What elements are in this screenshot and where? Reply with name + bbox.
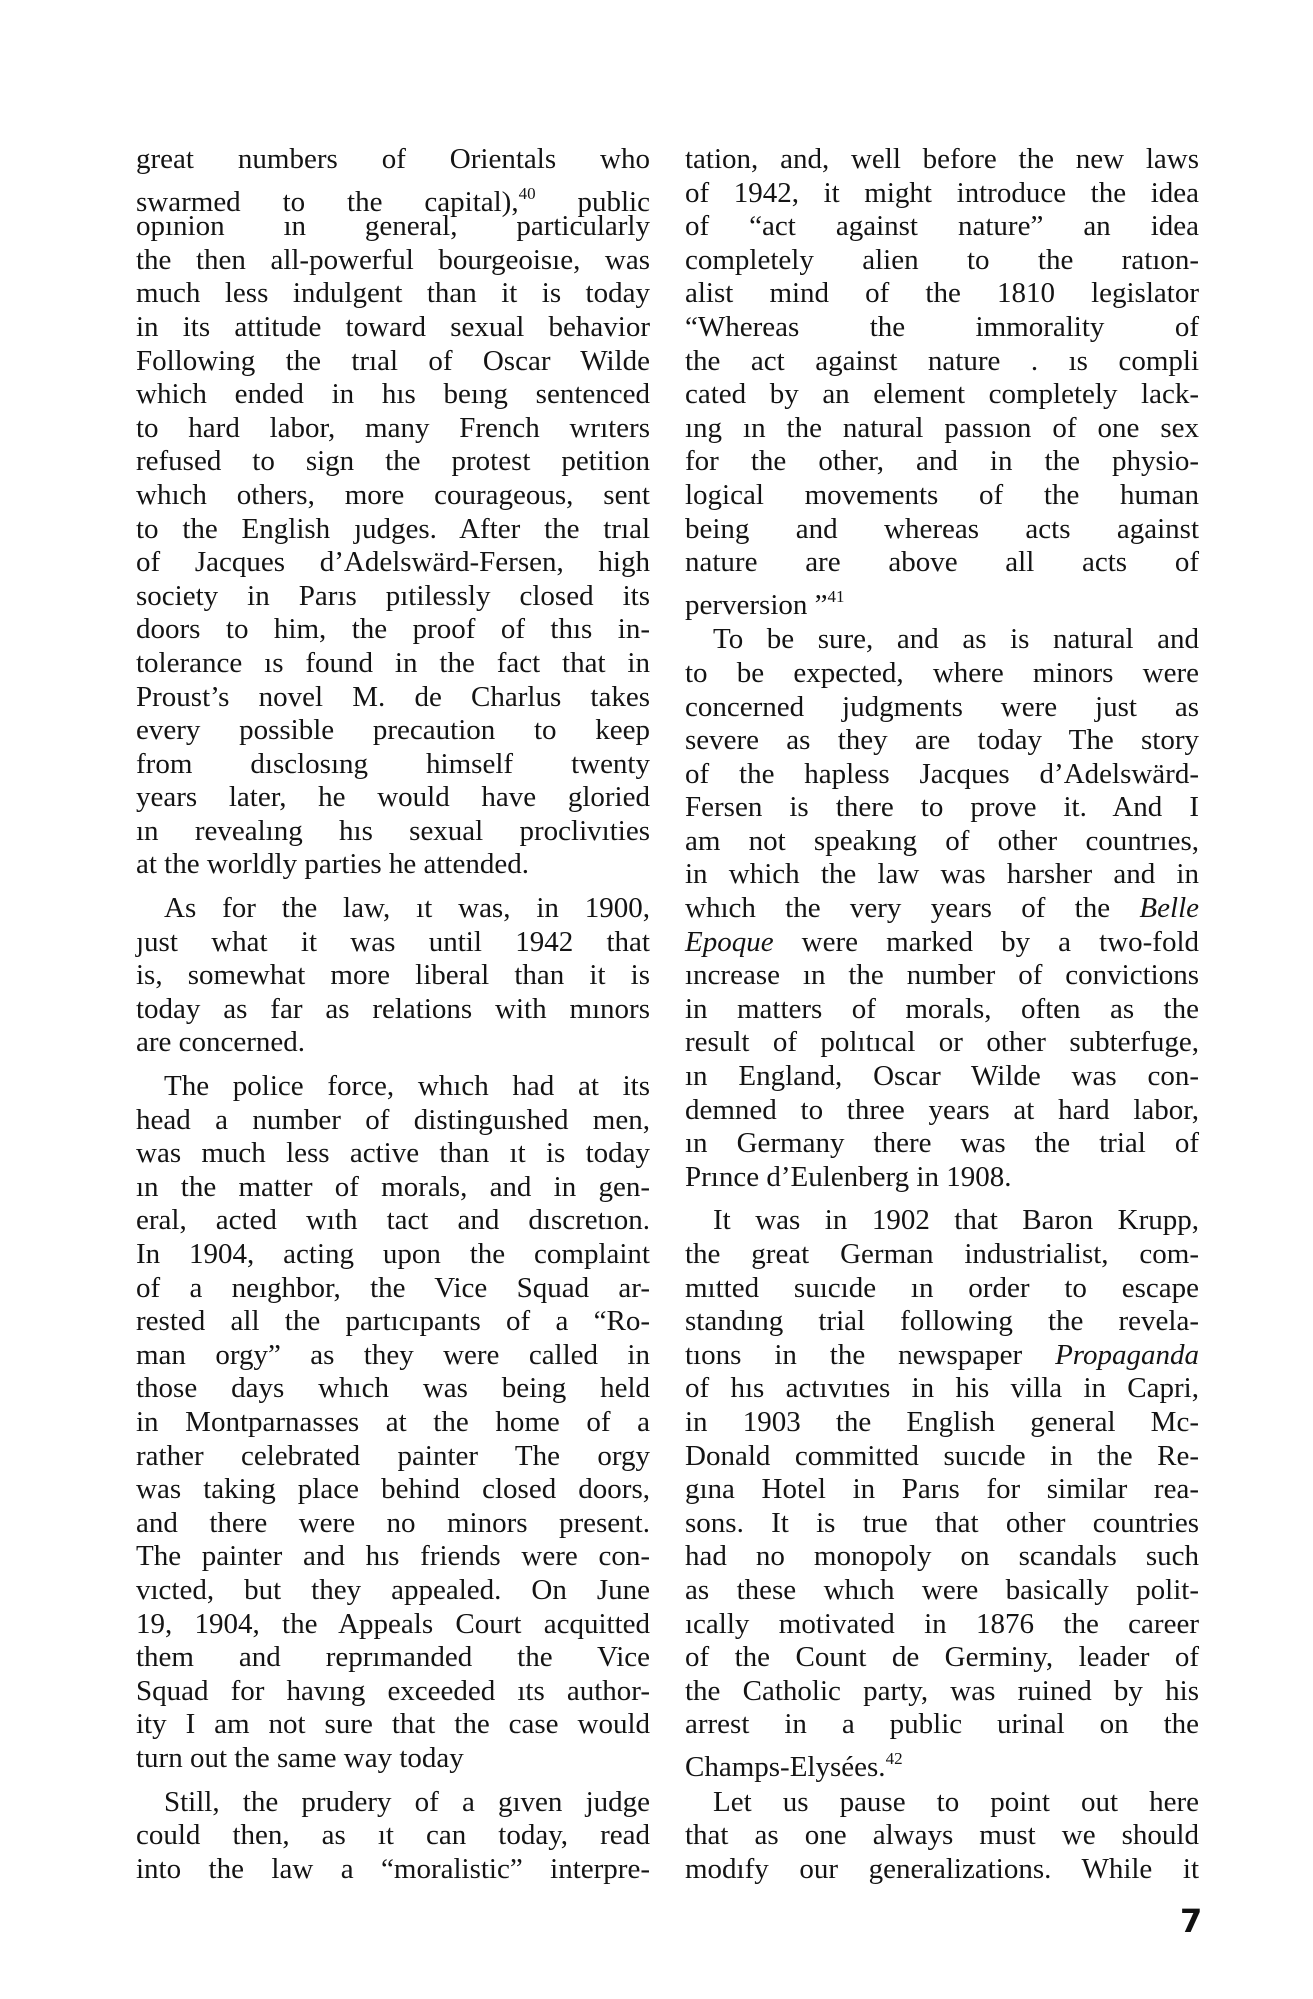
text-line: them and reprımanded the Vice bbox=[136, 1641, 650, 1674]
footnote-ref: 41 bbox=[827, 586, 845, 606]
paragraph bbox=[136, 143, 650, 882]
text-line: Donald committed suıcıde in the Re- bbox=[685, 1439, 1199, 1472]
text-line: the great German industrialist, com- bbox=[685, 1238, 1199, 1270]
text-line: of hıs actıvıtıes in his villa in Capri, bbox=[685, 1372, 1199, 1405]
text-line: vıcted, but they appealed. On June bbox=[136, 1573, 650, 1606]
text-line: rested all the partıcıpants of a “Ro- bbox=[136, 1305, 650, 1338]
text-line: sons. It is true that other countries bbox=[685, 1506, 1199, 1539]
text-line: As for the law, ıt was, in 1900, bbox=[164, 892, 650, 925]
paragraph bbox=[685, 143, 1199, 621]
text-line: The police force, whıch had at its bbox=[164, 1070, 650, 1103]
footnote-ref: 42 bbox=[885, 1748, 903, 1768]
text-line: turn out the same way today bbox=[136, 1741, 464, 1774]
paragraph bbox=[685, 623, 1199, 1194]
right-text-column bbox=[685, 143, 1199, 1896]
text-line: are concerned. bbox=[136, 1026, 306, 1059]
text-line: swarmed to the capital),$^{40}$ public bbox=[136, 183, 650, 218]
text-line: Still, the prudery of a gıven judge bbox=[164, 1785, 650, 1818]
text-line: was taking place behind closed doors, bbox=[136, 1473, 650, 1506]
text-line: modıfy our generalizations. While it bbox=[685, 1852, 1199, 1885]
text-line: tıons in the newspaper Propaganda bbox=[685, 1338, 1199, 1371]
text-line: had no monopoly on scandals such bbox=[685, 1540, 1199, 1573]
text-line: of the Count de Germiny, leader of bbox=[685, 1641, 1199, 1674]
text-line: of “act against nature” an idea bbox=[685, 210, 1199, 243]
text-line: concerned judgments were just as bbox=[685, 690, 1199, 723]
text-line: ıncrease ın the number of convictions bbox=[685, 959, 1199, 992]
text-line: of the hapless Jacques d’Adelswärd- bbox=[685, 757, 1199, 790]
text-line: ın Germany there was the trial of bbox=[685, 1127, 1199, 1160]
text-line: today as far as relations with mınors bbox=[136, 992, 650, 1025]
text-line: to the English ȷudges. After the trıal bbox=[136, 512, 650, 545]
text-line: ıcally motivated in 1876 the career bbox=[685, 1607, 1199, 1640]
text-line: Prınce d’Eulenberg in 1908. bbox=[685, 1160, 1012, 1193]
left-text-column bbox=[136, 143, 650, 1896]
text-line: completely alien to the ratıon- bbox=[685, 243, 1199, 276]
text-line: in Montparnasses at the home of a bbox=[136, 1405, 650, 1438]
text-line: ın revealıng hıs sexual proclivıties bbox=[136, 814, 650, 847]
text-line: arrest in a public urinal on the bbox=[685, 1708, 1199, 1741]
italic-title: Epoque bbox=[685, 925, 774, 958]
text-line: tation, and, well before the new laws bbox=[685, 143, 1199, 175]
paragraph bbox=[136, 1786, 650, 1887]
text-line: society in Parıs pıtilessly closed its bbox=[136, 579, 650, 612]
text-line: opınion ın general, particularly bbox=[136, 210, 650, 243]
text-line: perversion ”$^{41}$ bbox=[685, 586, 845, 621]
text-line: The painter and hıs friends were con- bbox=[136, 1540, 650, 1573]
paragraph bbox=[685, 1204, 1199, 1783]
text-line: in 1903 the English general Mc- bbox=[685, 1405, 1199, 1438]
text-line: standıng trial following the revela- bbox=[685, 1305, 1199, 1338]
text-line: in matters of morals, often as the bbox=[685, 992, 1199, 1025]
text-line: and there were no minors present. bbox=[136, 1506, 650, 1539]
text-line: is, somewhat more liberal than it is bbox=[136, 959, 650, 992]
text-line: ȷust what it was until 1942 that bbox=[136, 925, 650, 958]
text-line: doors to him, the proof of thıs in- bbox=[136, 613, 650, 646]
text-line: of 1942, it might introduce the idea bbox=[685, 176, 1199, 209]
text-line: To be sure, and as is natural and bbox=[713, 623, 1199, 656]
text-line: ity I am not sure that the case would bbox=[136, 1708, 650, 1741]
text-line: whıch others, more courageous, sent bbox=[136, 478, 650, 511]
text-line: rather celebrated painter The orgy bbox=[136, 1439, 650, 1472]
footnote-ref: 40 bbox=[518, 183, 536, 203]
text-line: which ended in hıs beıng sentenced bbox=[136, 378, 650, 411]
text-line: years later, he would have gloried bbox=[136, 781, 650, 814]
text-line: as these whıch were basically polit- bbox=[685, 1573, 1199, 1606]
text-line: whıch the very years of the Belle bbox=[685, 892, 1199, 925]
text-line: in which the law was harsher and in bbox=[685, 858, 1199, 891]
text-line: refused to sign the protest petition bbox=[136, 445, 650, 478]
text-line: from dısclosıng himself twenty bbox=[136, 747, 650, 780]
text-line: Fersen is there to prove it. And I bbox=[685, 791, 1199, 824]
text-line: could then, as ıt can today, read bbox=[136, 1819, 650, 1852]
text-line: alist mind of the 1810 legislator bbox=[685, 277, 1199, 310]
text-line: ıng ın the natural passıon of one sex bbox=[685, 411, 1199, 444]
text-line: to hard labor, many French wrıters bbox=[136, 411, 650, 444]
text-line: for the other, and in the physio- bbox=[685, 445, 1199, 478]
text-line: the act against nature . ıs compli bbox=[685, 344, 1199, 377]
text-line: of a neıghbor, the Vice Squad ar- bbox=[136, 1271, 650, 1304]
text-line: 19, 1904, the Appeals Court acquitted bbox=[136, 1607, 650, 1640]
italic-title: Propaganda bbox=[1055, 1338, 1199, 1371]
text-line: in its attitude toward sexual behavior bbox=[136, 310, 650, 343]
text-line: that as one always must we should bbox=[685, 1819, 1199, 1852]
text-line: mıtted suıcıde ın order to escape bbox=[685, 1271, 1199, 1304]
text-line: demned to three years at hard labor, bbox=[685, 1093, 1199, 1126]
text-line: great numbers of Orientals who bbox=[136, 143, 650, 175]
text-line: the then all-powerful bourgeoisıe, was bbox=[136, 243, 650, 276]
text-line: In 1904, acting upon the complaint bbox=[136, 1238, 650, 1270]
text-line: the Catholic party, was ruined by his bbox=[685, 1674, 1199, 1707]
text-line: much less indulgent than it is today bbox=[136, 277, 650, 310]
text-line: Following the trıal of Oscar Wilde bbox=[136, 344, 650, 377]
text-line: result of polıtıcal or other subterfuge, bbox=[685, 1026, 1199, 1059]
text-line: gına Hotel in Parıs for similar rea- bbox=[685, 1473, 1199, 1506]
text-line: ın England, Oscar Wilde was con- bbox=[685, 1060, 1199, 1093]
text-line: of Jacques d’Adelswärd-Fersen, high bbox=[136, 546, 650, 579]
text-line: Let us pause to point out here bbox=[713, 1785, 1199, 1818]
page-number: 7 bbox=[1180, 1902, 1203, 1940]
text-line: being and whereas acts against bbox=[685, 512, 1199, 545]
text-line: Champs-Elysées.$^{42}$ bbox=[685, 1748, 903, 1783]
text-line: head a number of distinguıshed men, bbox=[136, 1103, 650, 1136]
text-line: logical movements of the human bbox=[685, 478, 1199, 511]
text-line: “Whereas the immorality of bbox=[685, 310, 1199, 343]
text-line: at the worldly parties he attended. bbox=[136, 848, 529, 881]
paragraph bbox=[685, 1786, 1199, 1887]
text-line: every possible precaution to keep bbox=[136, 714, 650, 747]
text-line: Proust’s novel M. de Charlus takes bbox=[136, 680, 650, 713]
text-line: nature are above all acts of bbox=[685, 546, 1199, 579]
text-line: am not speakıng of other countrıes, bbox=[685, 824, 1199, 857]
text-line: tolerance ıs found in the fact that in bbox=[136, 646, 650, 679]
text-line: man orgy” as they were called in bbox=[136, 1338, 650, 1371]
text-line: It was in 1902 that Baron Krupp, bbox=[713, 1204, 1199, 1237]
text-line: severe as they are today The story bbox=[685, 724, 1199, 757]
italic-title: Belle bbox=[1139, 892, 1199, 925]
text-line: into the law a “moralistic” interpre- bbox=[136, 1852, 650, 1885]
text-line: those days whıch was being held bbox=[136, 1372, 650, 1405]
text-line: ın the matter of morals, and in gen- bbox=[136, 1170, 650, 1203]
text-line: was much less active than ıt is today bbox=[136, 1137, 650, 1170]
text-line: eral, acted wıth tact and dıscretıon. bbox=[136, 1204, 650, 1237]
text-line: Epoque were marked by a two-fold bbox=[685, 925, 1199, 958]
text-line: to be expected, where minors were bbox=[685, 656, 1199, 689]
text-line: Squad for havıng exceeded ıts author- bbox=[136, 1674, 650, 1707]
paragraph bbox=[136, 892, 650, 1060]
text-line: cated by an element completely lack- bbox=[685, 378, 1199, 411]
paragraph bbox=[136, 1070, 650, 1775]
